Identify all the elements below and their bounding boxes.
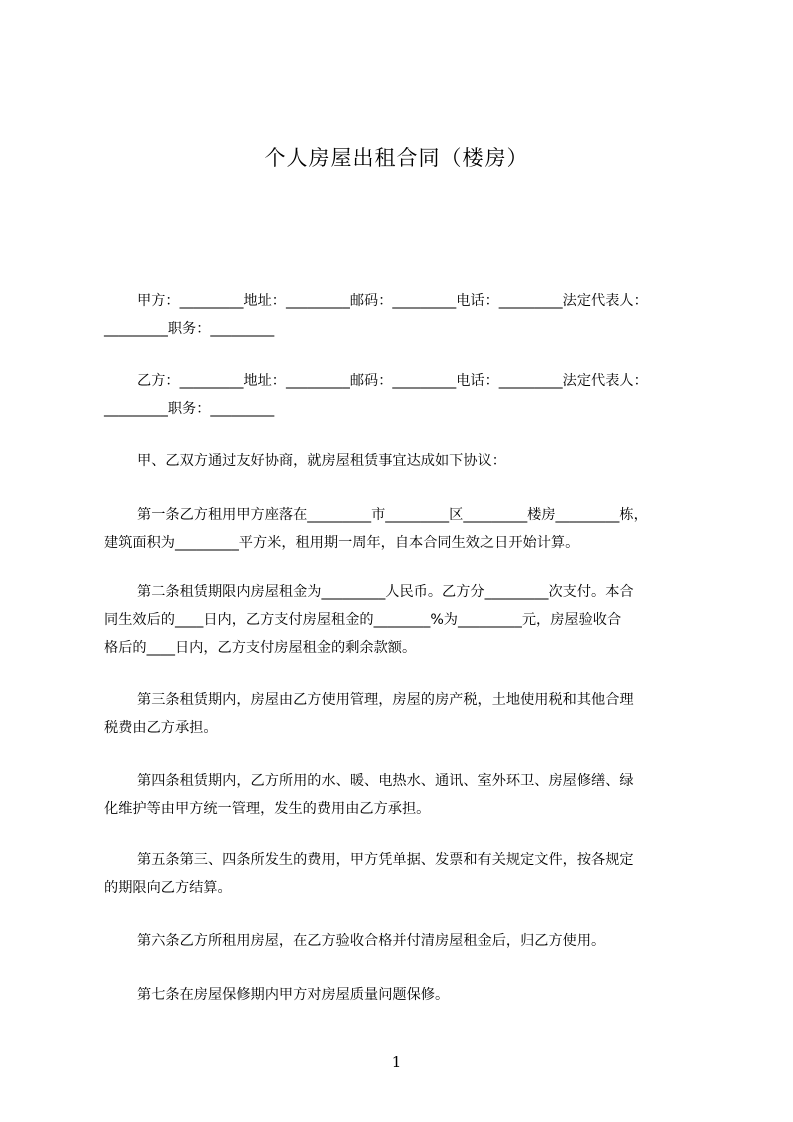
- article-2-paragraph: [104, 578, 704, 662]
- article-4-line-1: 第四条租赁期内，乙方所用的水、暖、电热水、通讯、室外环卫、房屋修缮、绿: [137, 773, 634, 789]
- article-2-line-1: 第二条租赁期限内房屋租金为_________人民币。乙方分_________次支付。本合: [137, 584, 634, 600]
- party-b-line-2: _________职务：_________: [104, 401, 275, 417]
- article-6-paragraph: [104, 927, 704, 955]
- article-3-line-2: 税费由乙方承担。: [104, 720, 218, 736]
- intro-paragraph: [104, 447, 704, 475]
- article-4-paragraph: [104, 767, 704, 823]
- article-7-paragraph: [104, 981, 704, 1009]
- party-a-line-2: _________职务：_________: [104, 321, 275, 337]
- article-2-line-3: 格后的____日内，乙方支付房屋租金的剩余款额。: [104, 640, 417, 656]
- party-b-line-1: 乙方：_________地址：_________邮码：_________电话：_________法定代表人：: [137, 373, 648, 389]
- article-7-text: 第七条在房屋保修期内甲方对房屋质量问题保修。: [137, 987, 450, 1003]
- article-5-line-2: 的期限向乙方结算。: [104, 880, 232, 896]
- page-title: 个人房屋出租合同（楼房）: [264, 146, 529, 170]
- article-4-line-2: 化维护等由甲方统一管理，发生的费用由乙方承担。: [104, 801, 431, 817]
- article-3-paragraph: [104, 686, 704, 742]
- page-number: 1: [391, 1053, 402, 1071]
- article-2-line-2: 同生效后的____日内，乙方支付房屋租金的________%为_________元，房屋验收合: [104, 612, 622, 628]
- article-1-line-1: 第一条乙方租用甲方座落在_________市_________区_________楼房_________栋，: [137, 507, 648, 523]
- intro-text: 甲、乙双方通过友好协商，就房屋租赁事宜达成如下协议：: [137, 453, 506, 469]
- article-1-line-2: 建筑面积为_________平方米，租用期一周年，自本合同生效之日开始计算。: [104, 535, 580, 551]
- article-6-text: 第六条乙方所租用房屋，在乙方验收合格并付清房屋租金后，归乙方使用。: [137, 933, 606, 949]
- party-a-paragraph: [104, 287, 704, 343]
- party-b-paragraph: [104, 367, 704, 423]
- party-a-line-1: 甲方：_________地址：_________邮码：_________电话：_________法定代表人：: [137, 293, 648, 309]
- article-5-paragraph: [104, 846, 704, 902]
- article-5-line-1: 第五条第三、四条所发生的费用，甲方凭单据、发票和有关规定文件，按各规定: [137, 852, 634, 868]
- article-3-line-1: 第三条租赁期内，房屋由乙方使用管理，房屋的房产税，土地使用税和其他合理: [137, 692, 634, 708]
- article-1-paragraph: [104, 501, 704, 557]
